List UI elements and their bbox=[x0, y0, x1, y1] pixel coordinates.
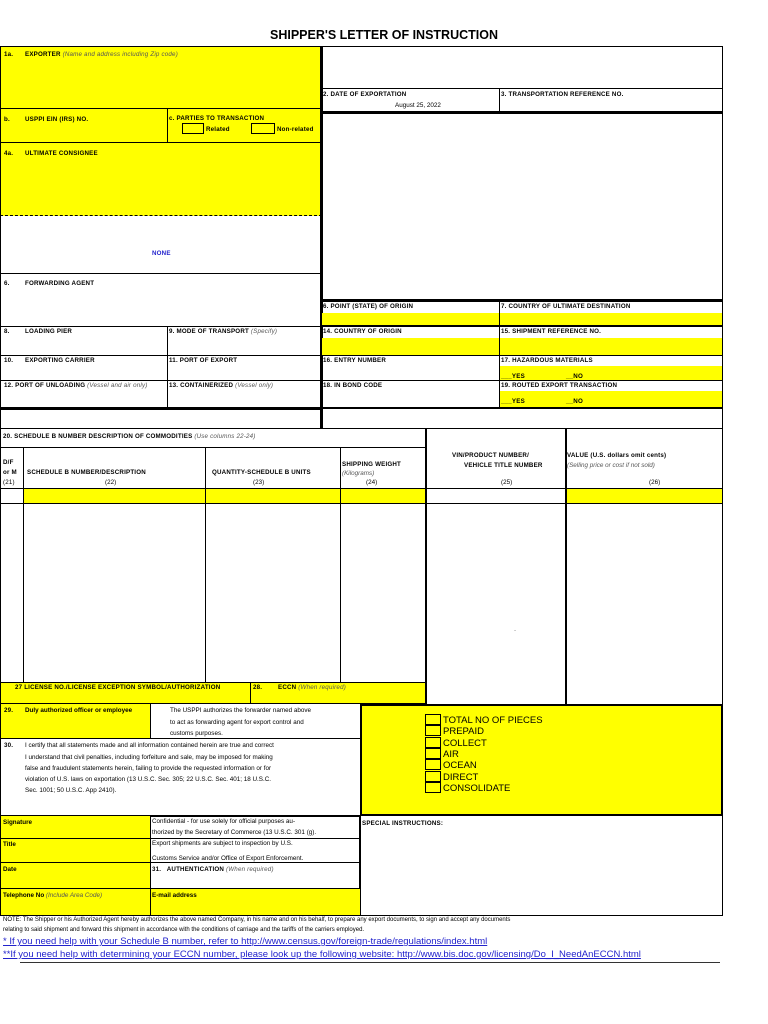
phone-hint: (Include Area Code) bbox=[45, 892, 103, 899]
phone-label bbox=[3, 892, 102, 899]
option-checkbox[interactable] bbox=[425, 759, 441, 770]
hazmat-no[interactable]: __NO bbox=[566, 373, 583, 380]
consignee-label: ULTIMATE CONSIGNEE bbox=[25, 150, 98, 157]
mode-label-text: 9. MODE OF TRANSPORT bbox=[169, 328, 249, 335]
col25-label2: VEHICLE TITLE NUMBER bbox=[464, 462, 543, 469]
col21-l1: D/F bbox=[3, 459, 14, 466]
col24-num: (24) bbox=[366, 479, 378, 486]
certify-num: 30. bbox=[4, 742, 14, 749]
title-field[interactable] bbox=[0, 838, 151, 863]
port-unload-label bbox=[4, 382, 148, 389]
license-label: 27 LICENSE NO./LICENSE EXCEPTION SYMBOL/AUTHORIZATION bbox=[15, 684, 221, 691]
auth-label bbox=[152, 866, 274, 873]
note-line: NOTE: The Shipper or his Authorized Agent hereby authorizes the above named Company, in his name and on his behalf, to prepare any export documents, to sign and accept any documents bbox=[3, 917, 511, 923]
divider bbox=[20, 962, 720, 963]
eccn-label bbox=[278, 684, 346, 691]
commodities-label-text: 20. SCHEDULE B NUMBER DESCRIPTION OF COMMODITIES bbox=[3, 433, 193, 440]
phone-label-text: Telephone No bbox=[3, 892, 45, 899]
non-related-checkbox[interactable] bbox=[251, 123, 275, 134]
routed-yes[interactable]: ___YES bbox=[501, 398, 525, 405]
note-line: relating to said shipment and forward this shipment in accordance with the conditions of carriage and the tariffs of the carriers employed. bbox=[3, 927, 365, 933]
special-label: SPECIAL INSTRUCTIONS: bbox=[362, 820, 444, 827]
shipment-ref-label: 15. SHIPMENT REFERENCE NO. bbox=[501, 328, 602, 335]
forwarding-label: FORWARDING AGENT bbox=[25, 280, 95, 287]
commodities-hint: (Use columns 22-24) bbox=[194, 433, 256, 440]
officer-text-1: The USPPI authorizes the forwarder named above bbox=[170, 707, 312, 714]
col24-label: SHIPPING WEIGHT bbox=[342, 461, 402, 468]
exporter-hint: (Name and address including Zip code) bbox=[62, 51, 178, 58]
right-blank-box bbox=[321, 113, 723, 301]
sig-text: thorized by the Secretary of Commerce (13 U.S.C. 301 (g). bbox=[152, 829, 317, 836]
loading-pier-num: 8. bbox=[4, 328, 10, 335]
country-dest-input[interactable] bbox=[500, 313, 722, 325]
option-label: DIRECT bbox=[443, 771, 479, 783]
country-dest-label: 7. COUNTRY OF ULTIMATE DESTINATION bbox=[501, 303, 631, 310]
ein-label: USPPI EIN (IRS) NO. bbox=[25, 116, 89, 123]
email-label: E-mail address bbox=[152, 892, 197, 899]
certify-line: Sec. 1001; 50 U.S.C. App 2410). bbox=[25, 787, 117, 794]
consignee-num: 4a. bbox=[4, 150, 14, 157]
non-related-label: Non-related bbox=[277, 126, 314, 133]
col-25 bbox=[425, 428, 566, 705]
special-instructions-field[interactable] bbox=[360, 815, 723, 916]
officer-text-2: to act as forwarding agent for export control and bbox=[170, 719, 304, 726]
col-26 bbox=[565, 428, 723, 705]
col23-label: QUANTITY-SCHEDULE B UNITS bbox=[212, 469, 311, 476]
date-label: Date bbox=[3, 866, 17, 873]
col26-label: VALUE (U.S. dollars omit cents) bbox=[567, 452, 667, 459]
option-label: COLLECT bbox=[443, 737, 487, 749]
option-checkbox[interactable] bbox=[425, 748, 441, 759]
eccn-help-link[interactable]: **If you need help with determining your ECCN number, please look up the following website: http://www.bis.doc.gov/licensing/Do_I_NeedAnECCN.html bbox=[3, 949, 641, 960]
carrier-label: EXPORTING CARRIER bbox=[25, 357, 95, 364]
option-label: CONSOLIDATE bbox=[443, 782, 511, 794]
intermediate-consignee-field[interactable] bbox=[0, 215, 322, 274]
related-checkbox[interactable] bbox=[182, 123, 204, 134]
entry-label: 16. ENTRY NUMBER bbox=[323, 357, 387, 364]
point-origin-input[interactable] bbox=[322, 313, 499, 325]
certify-line: I certify that all statements made and all information contained herein are true and correct bbox=[25, 742, 274, 749]
col25-label1: VIN/PRODUCT NUMBER/ bbox=[452, 452, 530, 459]
eccn-num: 28. bbox=[253, 684, 263, 691]
port-unload-text: 12. PORT OF UNLOADING bbox=[4, 382, 86, 389]
containerized-label bbox=[169, 382, 273, 389]
hazmat-yes[interactable]: ___YES bbox=[501, 373, 525, 380]
date-label: 2. DATE OF EXPORTATION bbox=[323, 91, 407, 98]
country-origin-input[interactable] bbox=[322, 338, 499, 355]
col26-num: (26) bbox=[649, 479, 661, 486]
certify-line: I understand that civil penalties, including forfeiture and sale, may be imposed for making bbox=[25, 754, 273, 761]
col26-hint: (Selling price or cost if not sold) bbox=[567, 462, 655, 469]
page-title: SHIPPER'S LETTER OF INSTRUCTION bbox=[270, 28, 498, 42]
loading-pier-label: LOADING PIER bbox=[25, 328, 73, 335]
option-checkbox[interactable] bbox=[425, 737, 441, 748]
auth-text: AUTHENTICATION bbox=[166, 866, 225, 873]
containerized-hint: (Vessel only) bbox=[235, 382, 274, 389]
value-input[interactable] bbox=[567, 489, 722, 503]
option-checkbox[interactable] bbox=[425, 725, 441, 736]
col22-num: (22) bbox=[105, 479, 117, 486]
carrier-num: 10. bbox=[4, 357, 14, 364]
routed-no[interactable]: __NO bbox=[566, 398, 583, 405]
dash-mark: - bbox=[514, 627, 517, 634]
title-label: Title bbox=[3, 841, 16, 848]
option-label: AIR bbox=[443, 748, 459, 760]
port-export-label: 11. PORT OF EXPORT bbox=[169, 357, 238, 364]
ein-num: b. bbox=[4, 116, 10, 123]
col21-l3: (21) bbox=[3, 479, 15, 486]
mode-label bbox=[169, 328, 277, 335]
top-right-blank bbox=[321, 46, 723, 89]
auth-hint: (When required) bbox=[226, 866, 274, 873]
commodities-label bbox=[3, 433, 256, 440]
forwarding-num: 6. bbox=[4, 280, 10, 287]
schedule-b-help-link[interactable]: * If you need help with your Schedule B number, refer to http://www.census.gov/foreign-trade/regulations/index.html bbox=[3, 936, 488, 947]
col-24 bbox=[340, 447, 426, 683]
col23-num: (23) bbox=[253, 479, 265, 486]
parties-label: c. PARTIES TO TRANSACTION bbox=[169, 115, 265, 122]
title-text: Customs Service and/or Office of Export Enforcement. bbox=[152, 855, 304, 862]
date-value: August 25, 2022 bbox=[395, 102, 441, 109]
commodity-input-row[interactable] bbox=[24, 489, 425, 503]
col22-label: SCHEDULE B NUMBER/DESCRIPTION bbox=[27, 469, 146, 476]
routed-input[interactable] bbox=[500, 391, 722, 407]
option-checkbox[interactable] bbox=[425, 714, 441, 725]
country-origin-label: 14. COUNTRY OF ORIGIN bbox=[323, 328, 402, 335]
related-label: Related bbox=[206, 126, 230, 133]
containerized-text: 13. CONTAINERIZED bbox=[169, 382, 234, 389]
exporter-label-text: EXPORTER bbox=[25, 51, 61, 58]
exporter-num: 1a. bbox=[4, 51, 14, 58]
inbond-label: 18. IN BOND CODE bbox=[323, 382, 383, 389]
option-label: OCEAN bbox=[443, 760, 477, 772]
mode-hint: (Specify) bbox=[250, 328, 278, 335]
officer-num: 29. bbox=[4, 707, 14, 714]
auth-num: 31. bbox=[152, 866, 162, 873]
port-unload-hint: (Vessel and air only) bbox=[87, 382, 148, 389]
hazmat-input[interactable] bbox=[500, 366, 722, 380]
eccn-hint: (When required) bbox=[298, 684, 346, 691]
option-checkbox[interactable] bbox=[425, 771, 441, 782]
signature-label: Signature bbox=[3, 819, 33, 826]
officer-label: Duly authorized officer or employee bbox=[25, 707, 133, 714]
certify-line: violation of U.S. laws on exportation (13 U.S.C. Sec. 305; 22 U.S.C. Sec. 401; 18 U.S.C. bbox=[25, 776, 272, 783]
option-label: PREPAID bbox=[443, 726, 485, 738]
officer-text-3: customs purposes. bbox=[170, 730, 223, 737]
col25-num: (25) bbox=[501, 479, 513, 486]
exporter-label bbox=[25, 51, 178, 58]
col-23 bbox=[205, 447, 341, 683]
title-text: Export shipments are subject to inspection by U.S. bbox=[152, 840, 293, 847]
routed-label: 19. ROUTED EXPORT TRANSACTION bbox=[501, 382, 618, 389]
certify-line: false and fraudulent statements herein, failing to provide the requested information or for bbox=[25, 765, 272, 772]
ein-field[interactable] bbox=[0, 108, 168, 143]
intermediate-value: NONE bbox=[152, 250, 171, 257]
hazmat-label: 17. HAZARDOUS MATERIALS bbox=[501, 357, 593, 364]
date-field[interactable] bbox=[0, 862, 151, 889]
option-label: TOTAL NO OF PIECES bbox=[443, 715, 543, 726]
eccn-label-text: ECCN bbox=[278, 684, 297, 691]
col24-hint: (Kilograms) bbox=[342, 470, 375, 477]
option-checkbox[interactable] bbox=[425, 782, 441, 793]
sig-text: Confidential - for use solely for official purposes au- bbox=[152, 818, 296, 825]
transport-ref-label: 3. TRANSPORTATION REFERENCE NO. bbox=[501, 91, 624, 98]
shipment-ref-input[interactable] bbox=[500, 338, 722, 355]
blank-row bbox=[0, 408, 723, 429]
col21-l2: or M bbox=[3, 469, 17, 476]
point-origin-label: 6. POINT (STATE) OF ORIGIN bbox=[323, 303, 414, 310]
